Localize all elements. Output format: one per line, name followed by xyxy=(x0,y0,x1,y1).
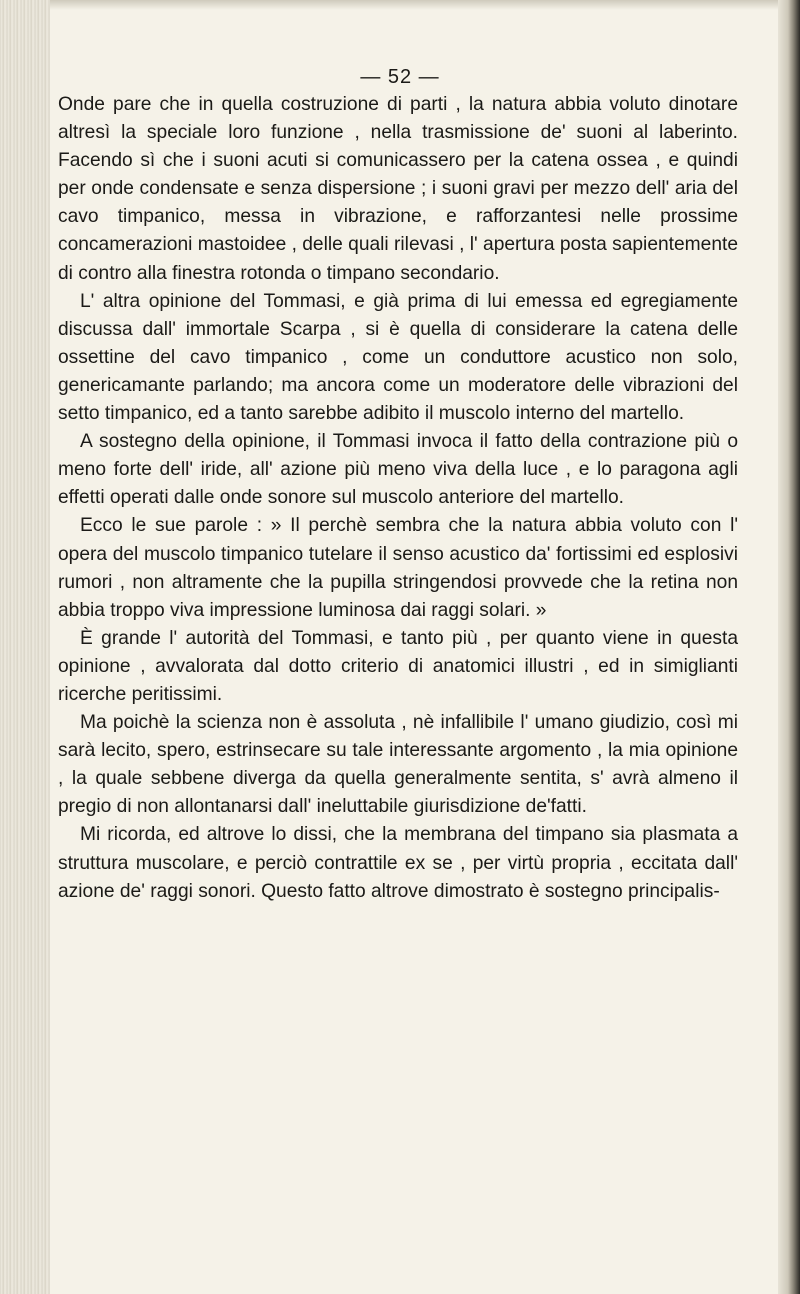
page-number: — 52 — xyxy=(360,66,440,88)
paragraph: È grande l' autorità del Tommasi, e tanto più , per quanto viene in questa opinione , avvalorata dal dotto criterio di anatomici illustri , ed in simiglianti ricerche peritissimi. xyxy=(58,627,738,705)
paragraph: A sostegno della opinione, il Tommasi invoca il fatto della contrazione più o meno forte dell' iride, all' azione più meno viva della luce , e lo paragona agli effetti operati dalle onde sonore sul muscolo anteriore del martello. xyxy=(58,431,738,509)
paragraph: Onde pare che in quella costruzione di parti , la natura abbia voluto dinotare altresì la speciale loro funzione , nella trasmissione de' suoni al laberinto. Facendo sì che i suoni acuti si comunicassero per la catena ossea , e quindi per onde condensate e senza dispersione ; i suoni gravi per mezzo dell' aria del cavo timpanico, messa in vibrazione, e rafforzantesi nelle prossime concamerazioni mastoidee , delle quali rilevasi , l' apertura posta sapientemente di contro alla finestra rotonda o timpano secondario. xyxy=(58,94,738,284)
paragraph: Ecco le sue parole : » Il perchè sembra che la natura abbia voluto con l' opera del muscolo timpanico tutelare il senso acustico da' fortissimi ed esplosivi rumori , non altramente che la pupilla stringendosi provvede che la retina non abbia troppo viva impressione luminosa dai raggi solari. » xyxy=(58,515,738,621)
paragraph: Ma poichè la scienza non è assoluta , nè infallibile l' umano giudizio, così mi sarà lecito, spero, estrinsecare su tale interessante argomento , la mia opinione , la quale sebbene diverga da quella generalmente sentita, s' avrà almeno il pregio di non allontanarsi dall' ineluttabile giurisdizione de'fatti. xyxy=(58,712,738,818)
page-top-shadow xyxy=(50,0,778,10)
page-binding-edge xyxy=(0,0,50,1294)
page-right-edge xyxy=(778,0,800,1294)
paragraph: L' altra opinione del Tommasi, e già prima di lui emessa ed egregiamente discussa dall' immortale Scarpa , si è quella di considerare la catena delle ossettine del cavo timpanico , come un conduttore acustico non solo, genericamante parlando; ma ancora come un moderatore delle vibrazioni del setto timpanico, ed a tanto sarebbe adibito il muscolo interno del martello. xyxy=(58,290,738,425)
paragraph: Mi ricorda, ed altrove lo dissi, che la membrana del timpano sia plasmata a struttura muscolare, e perciò contrattile ex se , per virtù propria , eccitata dall' azione de' raggi sonori. Questo fatto altrove dimostrato è sostegno principalis- xyxy=(58,824,738,902)
body-text xyxy=(58,91,738,906)
